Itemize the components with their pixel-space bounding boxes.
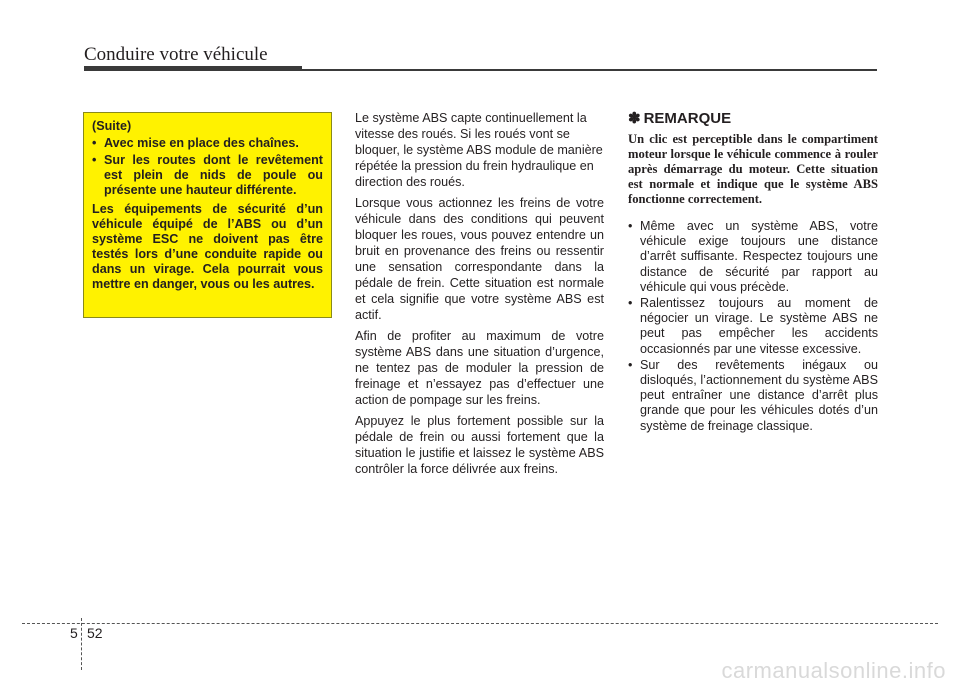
header-rule-thin xyxy=(302,69,877,71)
footer-dashed-rule xyxy=(22,623,938,624)
watermark-text: carmanualsonline.info xyxy=(721,658,946,683)
remarque-bullet: • Sur des revêtements inégaux ou disloqués, l’actionnement du système ABS peut entraîner une distance d’arrêt plus grande que pour les véhicules dotés d’un système de freinage classique. xyxy=(628,358,878,434)
warning-bullet: • Sur les routes dont le revêtement est plein de nids de poule ou présente une hauteur différente. xyxy=(92,153,323,198)
warning-suite-label: (Suite) xyxy=(92,119,132,133)
asterisk-icon: ✽ xyxy=(628,110,641,127)
remarque-bullet: • Ralentissez toujours au moment de négocier un virage. Le système ABS ne peut pas empêcher les accidents occasionnés par une vitesse excessive. xyxy=(628,296,878,357)
header-rule-thick xyxy=(84,66,302,71)
remarque-title: REMARQUE xyxy=(643,110,732,127)
paragraph: Afin de profiter au maximum de votre système ABS dans une situation d’urgence, ne tentez pas de moduler la pression de freinage et n’essayez pas d’effectuer une action de pompage sur les freins. xyxy=(355,329,604,407)
remarque-bullet: • Même avec un système ABS, votre véhicule exige toujours une distance d’arrêt suffisante. Respectez toujours une distance de sécurité par rapport au véhicule qui vous précède. xyxy=(628,219,878,295)
warning-bullet-list xyxy=(92,136,323,198)
remarque-section xyxy=(628,110,878,435)
paragraph: Lorsque vous actionnez les freins de votre véhicule dans des conditions qui peuvent bloquer les roues, vous pouvez entendre un bruit en provenance des freins ou ressentir une sensation correspondante dans la pédale de frein. Cette situation est normale et cela signifie que votre système ABS est actif. xyxy=(355,196,604,322)
remarque-bullet-list xyxy=(628,219,878,434)
paragraph: Appuyez le plus fortement possible sur la pédale de frein ou aussi fortement que la situation le justifie et laissez le système ABS contrôler la force délivrée aux freins. xyxy=(355,414,604,476)
warning-text: Les équipements de sécurité d’un véhicule équipé de l’ABS ou d’un système ESC ne doivent pas être testés lors d’une conduite rapide ou dans un virage. Cela pourrait vous mettre en danger, vous ou les autres. xyxy=(92,202,323,291)
footer-vertical-rule xyxy=(81,618,82,670)
middle-column xyxy=(355,110,604,482)
warning-bullet: • Avec mise en place des chaînes. xyxy=(92,136,323,151)
chapter-number: 5 xyxy=(70,625,78,641)
remarque-text: Un clic est perceptible dans le compartiment moteur lorsque le véhicule commence à rouler après démarrage du moteur. Cette situation est normale et indique que le système ABS fonctionne correctement. xyxy=(628,132,878,206)
warning-box xyxy=(83,112,332,318)
page-header-title: Conduire votre véhicule xyxy=(84,44,268,65)
remarque-heading xyxy=(628,110,878,128)
page-number: 52 xyxy=(87,625,103,641)
paragraph: Le système ABS capte continuellement la vitesse des roués. Si les roués vont se bloquer, le système ABS module de manière répétée la pression du frein hydraulique en direction des roués. xyxy=(355,111,603,189)
